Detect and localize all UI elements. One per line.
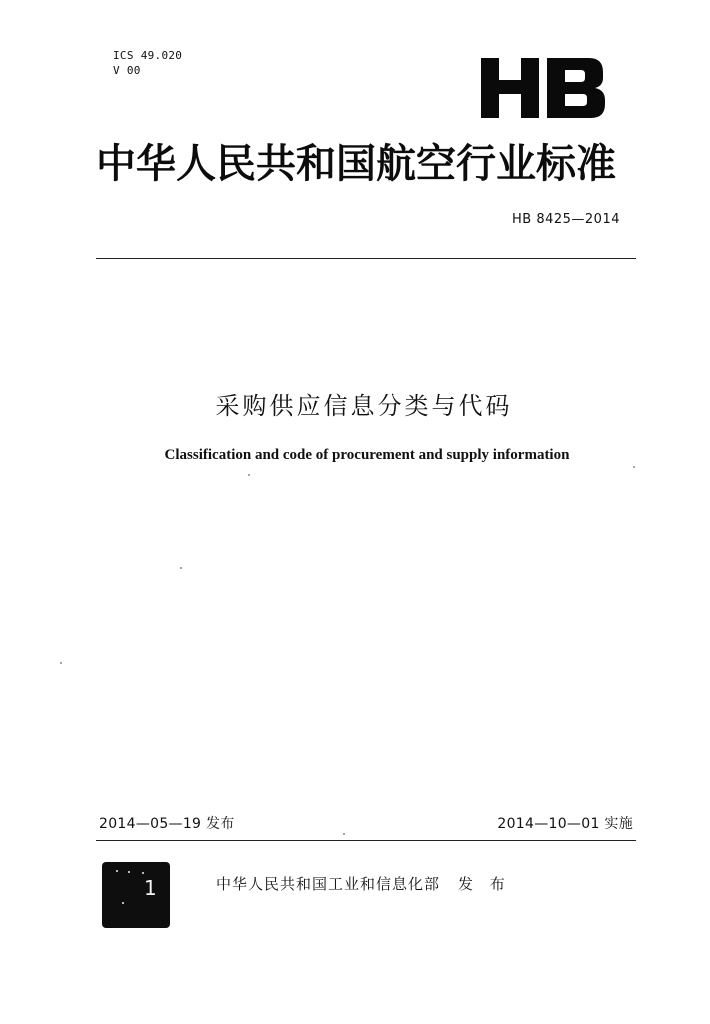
implementation-date: 2014—10—01 实施: [497, 816, 633, 832]
publish-word: 发 布: [458, 875, 511, 893]
scan-speck: [180, 567, 182, 569]
scan-speck: [343, 833, 345, 835]
ics-block: [113, 49, 182, 79]
document-title-en: Classification and code of procurement and supply information: [164, 447, 570, 463]
scan-speck: [60, 662, 62, 664]
top-divider: [96, 258, 636, 259]
publisher-line: [216, 873, 511, 894]
ics-code: ICS 49.020: [113, 49, 183, 62]
document-title-cn: 采购供应信息分类与代码: [215, 392, 513, 420]
bottom-divider: [96, 840, 636, 841]
scan-speck: [633, 466, 635, 468]
issue-date: 2014—05—19 发布: [99, 816, 235, 832]
scan-speck: [248, 474, 250, 476]
hb-logo: [481, 58, 605, 118]
class-code: V 00: [113, 64, 141, 77]
emblem-number: 1: [144, 876, 157, 900]
standard-number: HB 8425—2014: [512, 212, 620, 227]
industry-standard-title: 中华人民共和国航空行业标准: [96, 141, 616, 187]
ministry-emblem: [102, 862, 170, 928]
publisher-name: 中华人民共和国工业和信息化部: [216, 875, 441, 893]
